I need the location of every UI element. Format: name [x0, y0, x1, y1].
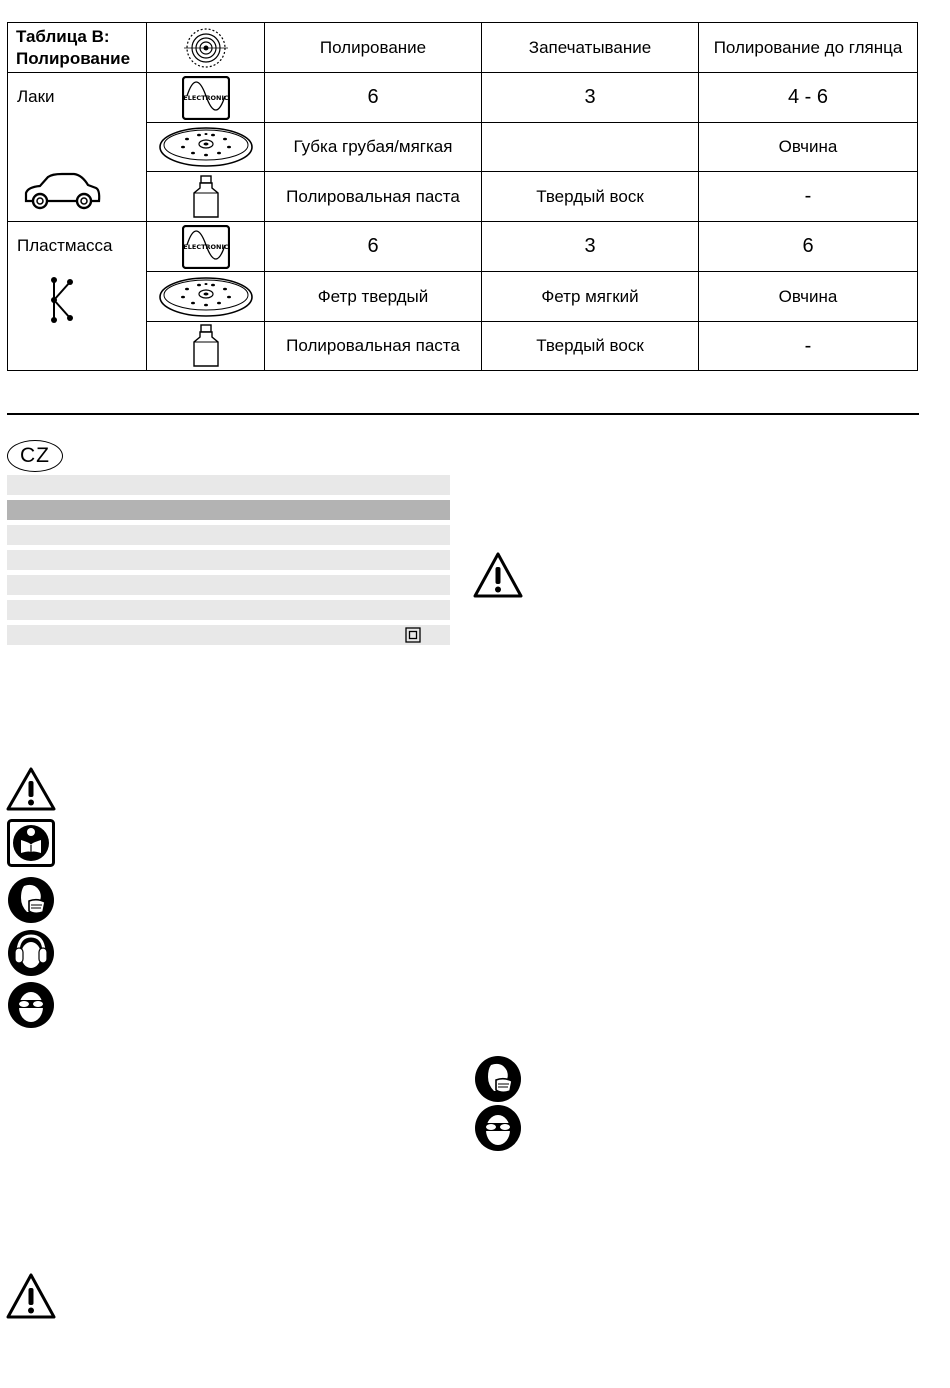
varnish-pad-gloss: Овчина: [699, 123, 918, 172]
dust-mask-icon: [474, 1055, 522, 1103]
column-header-gloss: Полирование до глянца: [699, 23, 918, 73]
varnish-speed-polishing: 6: [265, 73, 482, 123]
plastic-pad-gloss: Овчина: [699, 272, 918, 322]
varnish-agent-sealing: Твердый воск: [482, 172, 699, 222]
spec-bar: [7, 475, 450, 495]
class-ii-insulation-icon: [405, 627, 421, 643]
group-label-varnish: Лаки: [17, 87, 55, 106]
spec-bar-highlighted: [7, 500, 450, 520]
eye-protection-icon: [7, 981, 55, 1029]
plastic-pad-polishing: Фетр твердый: [265, 272, 482, 322]
column-header-polishing: Полирование: [265, 23, 482, 73]
pad-icon-cell: [147, 123, 265, 172]
polish-bottle-icon: [189, 323, 223, 369]
spec-bar: [7, 550, 450, 570]
sanding-pad-icon: [157, 275, 255, 319]
plastic-speed-polishing: 6: [265, 222, 482, 272]
varnish-agent-polishing: Полировальная паста: [265, 172, 482, 222]
varnish-speed-gloss: 4 - 6: [699, 73, 918, 123]
varnish-pad-polishing: Губка грубая/мягкая: [265, 123, 482, 172]
plastic-speed-sealing: 3: [482, 222, 699, 272]
svg-text:ELECTRONIC: ELECTRONIC: [182, 242, 229, 251]
warning-icon: [6, 1272, 56, 1320]
electronic-icon-cell: [147, 73, 265, 123]
polish-bottle-icon: [189, 174, 223, 220]
spec-bar: [7, 600, 450, 620]
electronic-icon-cell: [147, 222, 265, 272]
group-cell-plastic: [8, 222, 147, 371]
bottle-icon-cell: [147, 322, 265, 371]
eye-protection-icon: [474, 1104, 522, 1152]
table-title-line2: Полирование: [16, 48, 131, 68]
section-divider: [7, 413, 919, 415]
polishing-pad-top-icon-cell: [147, 23, 265, 73]
electronic-speed-icon: [182, 76, 230, 120]
varnish-pad-sealing: [482, 123, 699, 172]
language-badge: CZ: [7, 440, 63, 472]
spec-bar: [7, 625, 450, 645]
group-cell-varnish: [8, 73, 147, 222]
car-icon: [22, 171, 102, 211]
warning-icon: [6, 766, 56, 812]
bottle-icon-cell: [147, 172, 265, 222]
plastic-agent-polishing: Полировальная паста: [265, 322, 482, 371]
plastic-agent-sealing: Твердый воск: [482, 322, 699, 371]
plastic-agent-gloss: -: [699, 322, 918, 371]
table-title-line1: Таблица B:: [16, 26, 110, 46]
warning-icon: [473, 551, 523, 599]
plastic-molecule-icon: [46, 276, 86, 324]
column-header-sealing: Запечатывание: [482, 23, 699, 73]
dust-mask-icon: [7, 876, 55, 924]
plastic-pad-sealing: Фетр мягкий: [482, 272, 699, 322]
group-label-plastic: Пластмасса: [17, 236, 113, 255]
pad-icon-cell: [147, 272, 265, 322]
electronic-speed-icon: [182, 225, 230, 269]
polishing-disc-icon: [182, 26, 230, 70]
ear-protection-icon: [7, 929, 55, 977]
read-manual-icon: [7, 819, 55, 867]
polishing-table: [7, 22, 918, 371]
table-title: [8, 23, 147, 73]
spec-bar: [7, 575, 450, 595]
plastic-speed-gloss: 6: [699, 222, 918, 272]
varnish-agent-gloss: -: [699, 172, 918, 222]
varnish-speed-sealing: 3: [482, 73, 699, 123]
spec-bar: [7, 525, 450, 545]
svg-text:ELECTRONIC: ELECTRONIC: [182, 93, 229, 102]
sanding-pad-icon: [157, 125, 255, 169]
